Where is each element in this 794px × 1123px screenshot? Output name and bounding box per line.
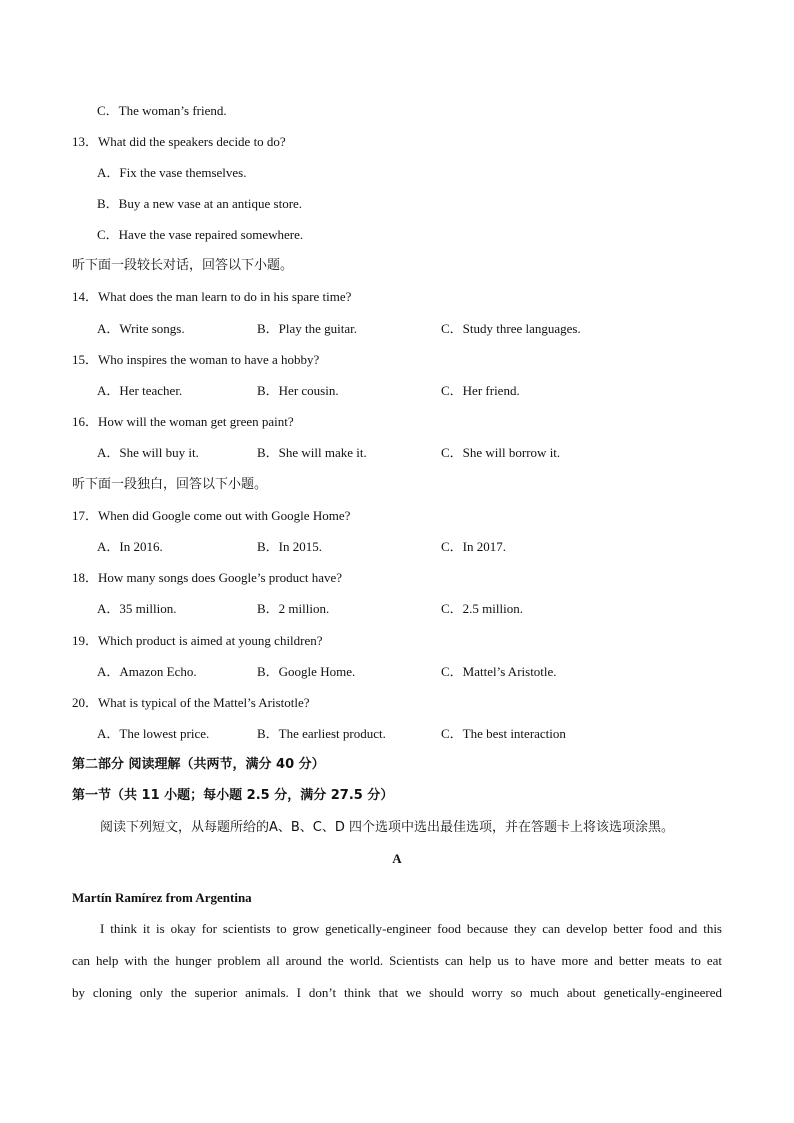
q16-option-c: C．She will borrow it. [441,445,561,460]
q17-option-a: A．In 2016. [97,539,163,554]
reading-instruction: 阅读下列短文，从每题所给的A、B、C、D 四个选项中选出最佳选项，并在答题卡上将该选项涂黑。 [100,820,675,835]
instruction-dialogue: 听下面一段较长对话，回答以下小题。 [72,258,294,273]
q13-option-b: B．Buy a new vase at an antique store. [97,196,303,211]
q15-option-b: B．Her cousin. [257,383,339,398]
q19-option-a: A．Amazon Echo. [97,664,197,679]
q14-stem: 14．What does the man learn to do in his spare time? [72,289,352,304]
q16-option-a: A．She will buy it. [97,445,199,460]
q20-stem: 20．What is typical of the Mattel’s Aristotle? [72,695,310,710]
q13-option-a: A．Fix the vase themselves. [97,165,247,180]
passage-label: A [392,851,402,866]
passage-author: Martín Ramírez from Argentina [72,890,252,905]
passage-line: I think it is okay for scientists to grow genetically-engineer food because they can develop better food and this [100,921,722,936]
q19-option-c: C．Mattel’s Aristotle. [441,664,557,679]
q16-option-b: B．She will make it. [257,445,367,460]
q19-stem: 19．Which product is aimed at young children? [72,633,323,648]
q20-option-a: A．The lowest price. [97,726,210,741]
instruction-monologue: 听下面一段独白，回答以下小题。 [72,477,268,492]
q18-stem: 18．How many songs does Google’s product have? [72,570,343,585]
q16-stem: 16．How will the woman get green paint? [72,414,294,429]
q12-option-c: C．The woman’s friend. [97,103,227,118]
q13-option-c: C．Have the vase repaired somewhere. [97,227,304,242]
q19-option-b: B．Google Home. [257,664,356,679]
q14-option-c: C．Study three languages. [441,321,581,336]
section-one-heading: 第一节（共 11 小题；每小题 2.5 分，满分 27.5 分） [72,788,394,803]
part-two-heading: 第二部分 阅读理解（共两节，满分 40 分） [72,757,325,772]
q18-option-b: B．2 million. [257,601,330,616]
q18-option-c: C．2.5 million. [441,601,523,616]
q18-option-a: A．35 million. [97,601,177,616]
q15-option-c: C．Her friend. [441,383,520,398]
q20-option-b: B．The earliest product. [257,726,386,741]
q17-option-b: B．In 2015. [257,539,323,554]
q13-stem: 13．What did the speakers decide to do? [72,134,286,149]
q15-stem: 15．Who inspires the woman to have a hobby? [72,352,320,367]
q14-option-b: B．Play the guitar. [257,321,358,336]
q17-stem: 17．When did Google come out with Google Home? [72,508,351,523]
passage-line: can help with the hunger problem all around the world. Scientists can help us to have more and better meats to eat [72,953,722,968]
q20-option-c: C．The best interaction [441,726,566,741]
passage-line: by cloning only the superior animals. I don’t think that we should worry so much about genetically-engineered [72,985,722,1000]
q17-option-c: C．In 2017. [441,539,507,554]
q15-option-a: A．Her teacher. [97,383,183,398]
q14-option-a: A．Write songs. [97,321,185,336]
